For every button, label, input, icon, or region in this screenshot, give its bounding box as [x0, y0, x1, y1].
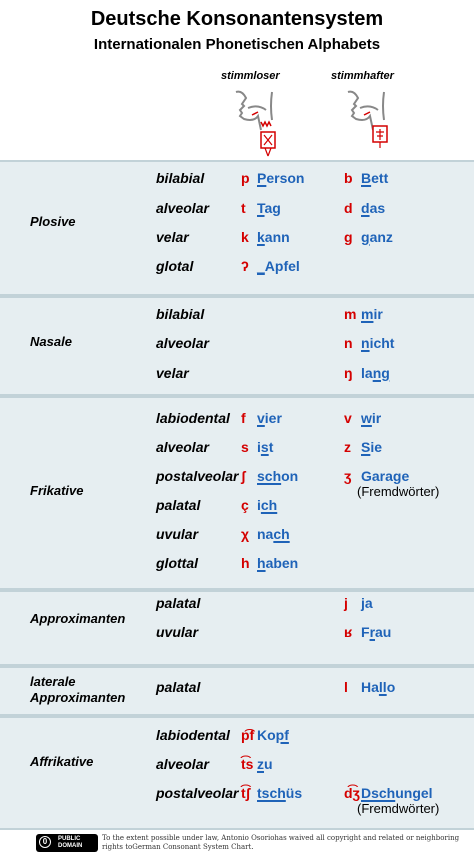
- word-prefix: na: [257, 526, 274, 542]
- example-word-voiceless: [257, 756, 273, 772]
- word-highlight: g: [361, 229, 370, 245]
- column-header-voiceless: stimmloser: [221, 70, 280, 82]
- example-word-voiced: [361, 468, 409, 484]
- example-word-voiced: [361, 785, 433, 801]
- place-label: labiodental: [156, 410, 230, 426]
- ipa-symbol-voiceless: χ: [241, 526, 250, 542]
- place-label: postalveolar: [156, 468, 239, 484]
- word-suffix: au: [375, 624, 392, 640]
- word-suffix: Apfel: [264, 258, 300, 274]
- ipa-symbol-voiced: d͡ʒ: [344, 785, 360, 801]
- example-word-voiced: [361, 365, 390, 381]
- word-suffix: icht: [369, 335, 395, 351]
- place-label: uvular: [156, 526, 199, 542]
- example-word-voiceless: [257, 785, 302, 801]
- example-word-voiceless: [257, 200, 281, 216]
- ipa-symbol-voiced: b: [344, 170, 353, 186]
- word-highlight: P: [257, 170, 267, 186]
- example-word-voiced: [361, 439, 382, 455]
- ipa-symbol-voiceless: t͡ʃ: [241, 785, 251, 801]
- place-label: palatal: [156, 679, 201, 695]
- ipa-symbol-voiceless: ʃ: [241, 468, 246, 484]
- place-label: bilabial: [156, 306, 205, 322]
- word-highlight: d: [361, 200, 370, 216]
- footer: [36, 834, 466, 852]
- ipa-symbol-voiceless: h: [241, 555, 250, 571]
- ipa-symbol-voiceless: t͡s: [241, 756, 254, 772]
- word-suffix: ir: [373, 306, 383, 322]
- example-word-voiceless: [257, 170, 304, 186]
- place-label: alveolar: [156, 335, 209, 351]
- word-prefix: F: [361, 624, 370, 640]
- word-suffix: üs: [285, 785, 303, 801]
- example-word-voiced: [361, 624, 391, 640]
- example-word-voiced: [361, 335, 394, 351]
- place-label: palatal: [156, 497, 201, 513]
- example-word-voiceless: [257, 439, 273, 455]
- word-highlight: n: [361, 335, 370, 351]
- place-label: alveolar: [156, 200, 209, 216]
- place-label: alveolar: [156, 439, 209, 455]
- ipa-symbol-voiced: ʁ: [344, 624, 353, 640]
- word-highlight: h: [257, 555, 266, 571]
- ipa-symbol-voiceless: k: [241, 229, 249, 245]
- column-header-voiced: stimmhafter: [331, 70, 394, 82]
- example-word-voiced: [361, 595, 373, 611]
- ipa-symbol-voiceless: p͡f: [241, 727, 255, 743]
- word-highlight: v: [257, 410, 265, 426]
- word-suffix: aben: [265, 555, 299, 571]
- manner-label: Approximanten: [30, 611, 126, 626]
- example-word-voiced: [361, 410, 381, 426]
- ipa-symbol-voiceless: s: [241, 439, 249, 455]
- loanword-note: (Fremdwörter): [357, 484, 440, 499]
- word-suffix: erson: [266, 170, 305, 186]
- example-word-voiced: [361, 170, 388, 186]
- ipa-symbol-voiceless: f: [241, 410, 246, 426]
- example-word-voiceless: [257, 497, 277, 513]
- manner-label: Plosive: [30, 214, 76, 229]
- word-highlight: S: [361, 439, 371, 455]
- example-word-voiceless: [257, 468, 298, 484]
- example-word-voiced: [361, 229, 393, 245]
- section-band: [0, 590, 474, 666]
- word-highlight: T: [257, 200, 265, 216]
- word-suffix: o: [386, 679, 396, 695]
- word-suffix: as: [369, 200, 386, 216]
- place-label: postalveolar: [156, 785, 239, 801]
- word-suffix: u: [264, 756, 273, 772]
- ipa-symbol-voiced: d: [344, 200, 353, 216]
- head-profile-voiced-larynx-icon: [340, 88, 396, 158]
- example-word-voiced: [361, 679, 395, 695]
- badge-line-2: DOMAIN: [58, 843, 83, 849]
- manner-label: Frikative: [30, 483, 84, 498]
- badge-line-1: PUBLIC: [58, 836, 81, 842]
- example-word-voiceless: [257, 229, 290, 245]
- word-highlight: sch: [257, 468, 282, 484]
- word-suffix: ann: [264, 229, 290, 245]
- word-prefix: i: [257, 439, 261, 455]
- ipa-symbol-voiced: g: [344, 229, 353, 245]
- loanword-note: (Fremdwörter): [357, 801, 440, 816]
- ipa-symbol-voiced: v: [344, 410, 352, 426]
- place-label: velar: [156, 365, 189, 381]
- word-suffix: a: [364, 595, 373, 611]
- word-highlight: r: [369, 624, 376, 640]
- public-domain-badge: [36, 834, 98, 852]
- word-highlight: B: [361, 170, 372, 186]
- head-profile-voiceless-larynx-icon: [228, 88, 284, 158]
- word-highlight: ng: [372, 365, 390, 381]
- ipa-symbol-voiced: l: [344, 679, 348, 695]
- word-suffix: ier: [264, 410, 282, 426]
- word-suffix: ett: [371, 170, 389, 186]
- ipa-symbol-voiced: ʒ: [344, 468, 352, 484]
- word-prefix: i: [257, 497, 261, 513]
- example-word-voiceless: [257, 526, 290, 542]
- place-label: velar: [156, 229, 189, 245]
- place-label: uvular: [156, 624, 199, 640]
- ipa-symbol-voiceless: t: [241, 200, 246, 216]
- word-highlight: Dsch: [361, 785, 396, 801]
- place-label: glotal: [156, 258, 194, 274]
- word-suffix: anz: [369, 229, 393, 245]
- place-label: bilabial: [156, 170, 205, 186]
- place-label: labiodental: [156, 727, 230, 743]
- manner-label: laterale Approximanten: [30, 674, 126, 705]
- manner-label: Nasale: [30, 334, 72, 349]
- public-domain-icon: 0: [39, 836, 51, 848]
- license-text: To the extent possible under law, Antonio Osoriohas waived all copyright and related or neighboring rights toGerman Consonant System Chart.: [102, 834, 460, 851]
- word-suffix: ir: [371, 410, 382, 426]
- word-suffix: Garage: [361, 468, 410, 484]
- word-highlight: _: [257, 258, 265, 274]
- ipa-symbol-voiceless: ʔ: [241, 258, 249, 274]
- ipa-symbol-voiceless: p: [241, 170, 250, 186]
- ipa-symbol-voiceless: ç: [241, 497, 249, 513]
- place-label: alveolar: [156, 756, 209, 772]
- word-suffix: ie: [370, 439, 383, 455]
- word-highlight: j: [361, 595, 365, 611]
- ipa-symbol-voiced: ŋ: [344, 365, 353, 381]
- word-highlight: s: [260, 439, 269, 455]
- word-suffix: ungel: [395, 785, 433, 801]
- word-highlight: ch: [273, 526, 290, 542]
- word-highlight: pf: [275, 727, 289, 743]
- place-label: glottal: [156, 555, 198, 571]
- ipa-symbol-voiced: z: [344, 439, 351, 455]
- word-highlight: tsch: [257, 785, 286, 801]
- example-word-voiceless: [257, 410, 282, 426]
- example-word-voiceless: [257, 727, 289, 743]
- ipa-symbol-voiced: n: [344, 335, 353, 351]
- example-word-voiced: [361, 306, 383, 322]
- word-prefix: Ko: [257, 727, 276, 743]
- word-highlight: ch: [260, 497, 278, 513]
- word-highlight: k: [257, 229, 265, 245]
- word-highlight: m: [361, 306, 374, 322]
- place-label: palatal: [156, 595, 201, 611]
- word-prefix: la: [361, 365, 373, 381]
- word-highlight: z: [257, 756, 264, 772]
- word-suffix: t: [268, 439, 274, 455]
- word-prefix: Ha: [361, 679, 379, 695]
- ipa-symbol-voiced: j: [344, 595, 348, 611]
- word-suffix: on: [281, 468, 299, 484]
- example-word-voiceless: [257, 555, 298, 571]
- word-highlight: w: [361, 410, 372, 426]
- example-word-voiced: [361, 200, 385, 216]
- manner-label: Affrikative: [30, 754, 94, 769]
- word-suffix: ag: [264, 200, 281, 216]
- ipa-symbol-voiced: m: [344, 306, 357, 322]
- page-title: Deutsche Konsonantensystem: [90, 8, 384, 30]
- page-subtitle: Internationalen Phonetischen Alphabets: [93, 36, 381, 53]
- word-highlight: ll: [378, 679, 387, 695]
- example-word-voiceless: [257, 258, 300, 274]
